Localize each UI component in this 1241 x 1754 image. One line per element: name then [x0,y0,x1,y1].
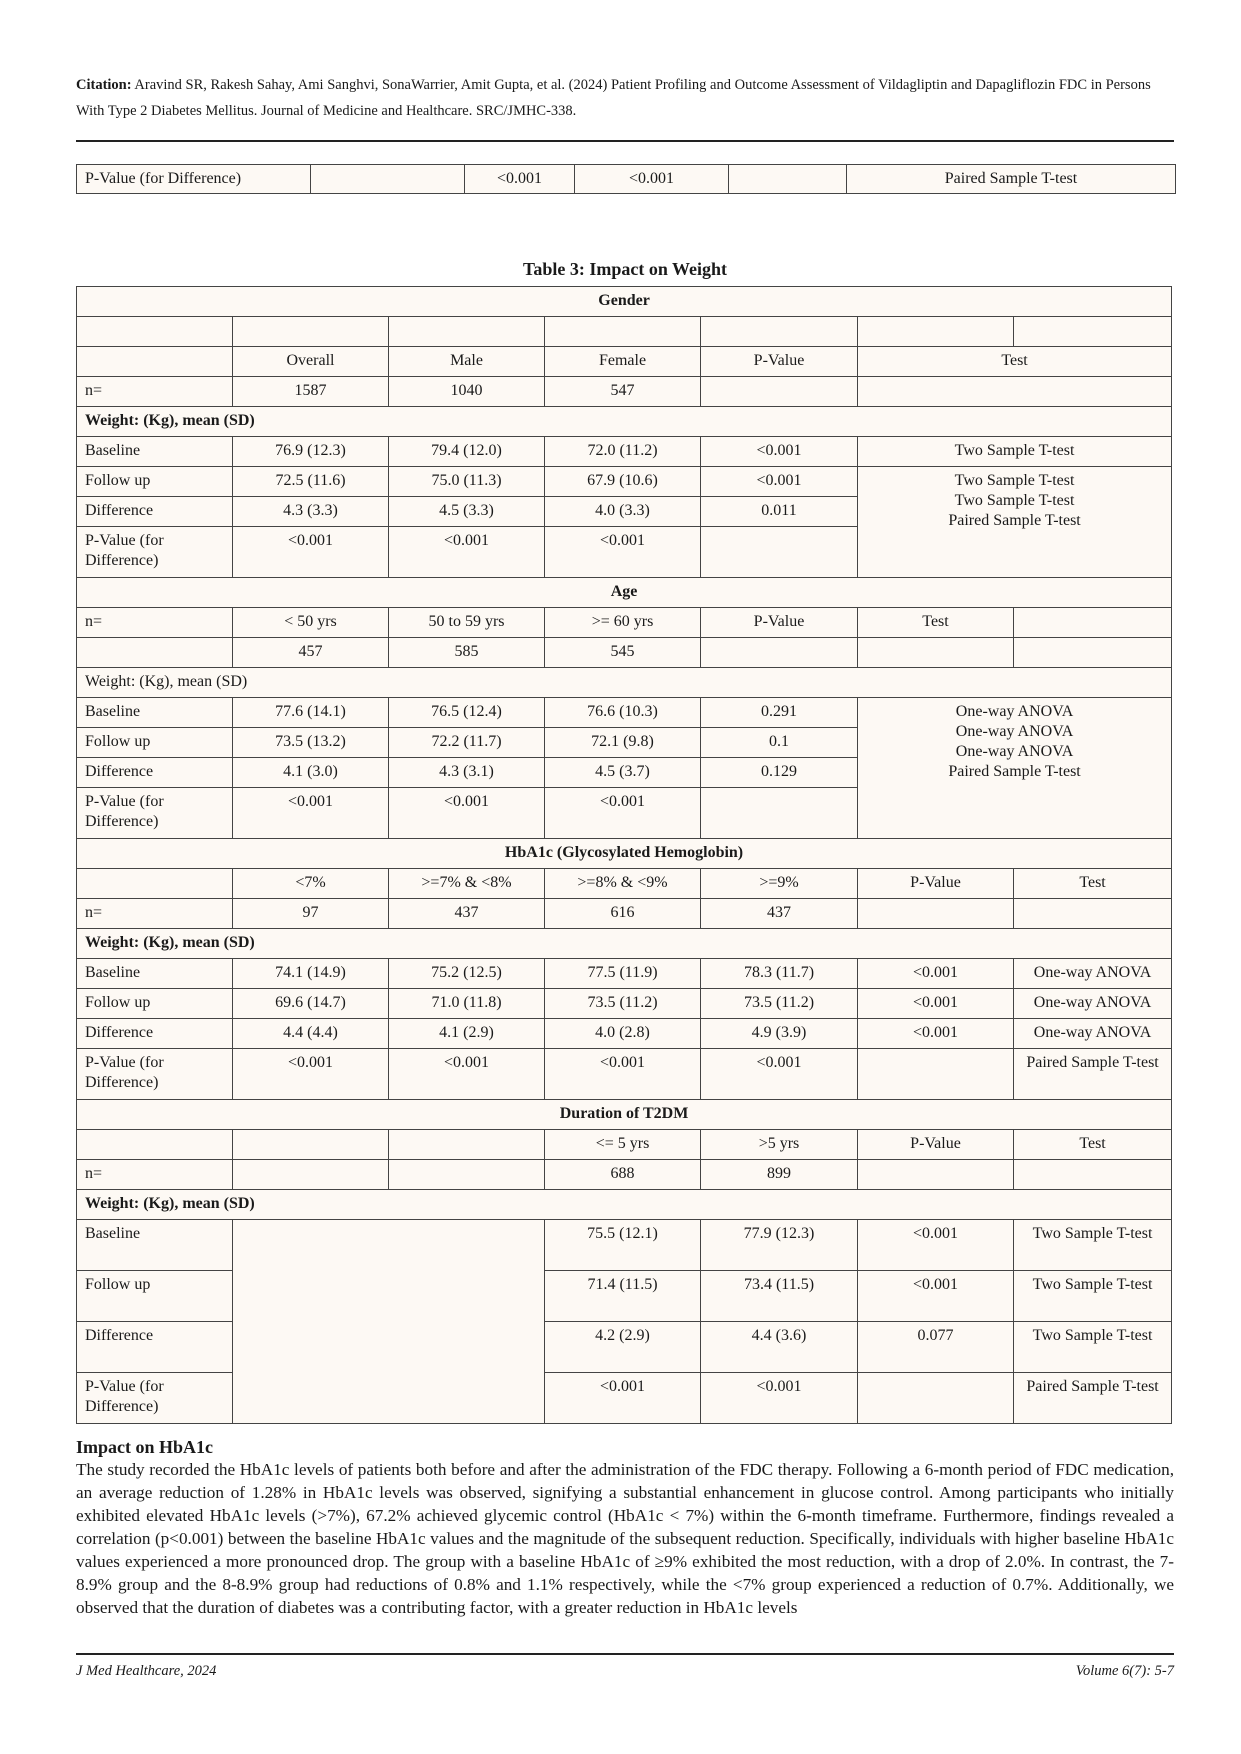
cell [858,377,1172,407]
cell [389,1130,545,1160]
column-header: P-Value [858,869,1014,899]
cell [77,317,233,347]
cell: 73.5 (11.2) [545,989,701,1019]
cell: 4.4 (4.4) [233,1019,389,1049]
column-header: 50 to 59 yrs [389,608,545,638]
subheading-row [77,407,1172,437]
cell: 77.9 (12.3) [701,1220,858,1271]
cell: One-way ANOVA [1014,989,1172,1019]
cell: 585 [389,638,545,668]
cell: 1587 [233,377,389,407]
cell [77,869,233,899]
cell: 73.4 (11.5) [701,1271,858,1322]
citation [76,72,1176,124]
column-header: P-Value [701,347,858,377]
column-header: < 50 yrs [233,608,389,638]
column-header: Male [389,347,545,377]
cell [701,788,858,839]
cell: 4.2 (2.9) [545,1322,701,1373]
n-row [77,1160,1172,1190]
table-row [77,1049,1172,1100]
cell: <0.001 [389,1049,545,1100]
header-row [77,1130,1172,1160]
column-header: >= 60 yrs [545,608,701,638]
cell: 77.5 (11.9) [545,959,701,989]
cell: Paired Sample T-test [1014,1373,1172,1424]
row-label: Difference [77,1322,233,1373]
section-heading: Impact on HbA1c [76,1437,214,1457]
section-heading-duration: Duration of T2DM [77,1100,1172,1130]
merged-test-cell [858,698,1172,839]
cell: <0.001 [389,788,545,839]
cell [858,317,1014,347]
cell: <0.001 [701,467,858,497]
n-row [77,377,1172,407]
cell: <0.001 [545,527,701,578]
cell [858,1049,1014,1100]
column-header: Female [545,347,701,377]
row-label: Follow up [77,467,233,497]
table-row [77,1019,1172,1049]
row-label: Difference [77,758,233,788]
cell: 73.5 (11.2) [701,989,858,1019]
header-rule [76,140,1174,142]
row-label: P-Value (for Difference) [77,1049,233,1100]
table-row [77,989,1172,1019]
header-row [77,608,1172,638]
cell: 78.3 (11.7) [701,959,858,989]
cell: Two Sample T-test [1014,1220,1172,1271]
cell: One-way ANOVA [1014,1019,1172,1049]
cell: 4.0 (3.3) [545,497,701,527]
cell [77,347,233,377]
cell [233,1160,389,1190]
subheading-row [77,668,1172,698]
cell: <0.001 [701,437,858,467]
subheading-row [77,1190,1172,1220]
cell: <0.001 [233,788,389,839]
cell: <0.001 [858,1220,1014,1271]
section-heading-row [77,287,1172,317]
row-label: Baseline [77,959,233,989]
cell [1014,899,1172,929]
row-label: Baseline [77,698,233,728]
table-row [77,1220,1172,1271]
cell: <0.001 [465,165,575,194]
column-header: Test [1014,1130,1172,1160]
cell: 71.4 (11.5) [545,1271,701,1322]
body-paragraph: The study recorded the HbA1c levels of patients both before and after the administration of the FDC therapy. Following a 6-month period of FDC medication, an average reduction of 1.28% in HbA1c levels was observed, signifying a substantial enhancement in glucose control. Among participants who initially exhibited elevated HbA1c levels (>7%), 67.2% achieved glycemic control (HbA1c < 7%) within the 6-month timeframe. Furthermore, findings revealed a correlation (p<0.001) between the baseline HbA1c values and the magnitude of the subsequent reduction. Specifically, individuals with higher baseline HbA1c values experienced a more pronounced drop. The group with a baseline HbA1c of ≥9% exhibited the most reduction, with a drop of 2.0%. In contrast, the 7-8.9% group and the 8-8.9% group had reductions of 0.8% and 1.1% respectively, while the <7% group experienced a reduction of 0.7%. Additionally, we observed that the duration of diabetes was a contributing factor, with a greater reduction in HbA1c levels [76,1460,1174,1617]
cell: 4.5 (3.3) [389,497,545,527]
column-header: >5 yrs [701,1130,858,1160]
cell [858,1160,1014,1190]
footer-rule [76,1653,1174,1655]
cell: 72.5 (11.6) [233,467,389,497]
cell: 69.6 (14.7) [233,989,389,1019]
cell: 545 [545,638,701,668]
column-header: >=9% [701,869,858,899]
cell: 72.1 (9.8) [545,728,701,758]
cell: 71.0 (11.8) [389,989,545,1019]
row-label: Difference [77,497,233,527]
empty-merged-cell [233,1220,545,1424]
column-header: P-Value [858,1130,1014,1160]
column-header: Overall [233,347,389,377]
section-heading-hba1c: HbA1c (Glycosylated Hemoglobin) [77,839,1172,869]
table-row [77,437,1172,467]
cell: <0.001 [575,165,729,194]
subheading-row [77,929,1172,959]
cell: 0.1 [701,728,858,758]
subheading: Weight: (Kg), mean (SD) [77,929,1172,959]
cell: 437 [389,899,545,929]
section-heading-age: Age [77,578,1172,608]
column-header: Test [858,347,1172,377]
cell: 4.5 (3.7) [545,758,701,788]
cell: 457 [233,638,389,668]
cell: Two Sample T-test [1014,1271,1172,1322]
cell [858,899,1014,929]
cell: n= [77,1160,233,1190]
test-line: Paired Sample T-test [948,763,1081,780]
table-row [77,959,1172,989]
cell: 4.4 (3.6) [701,1322,858,1373]
row-label: Baseline [77,1220,233,1271]
cell: <0.001 [858,959,1014,989]
column-header: >=7% & <8% [389,869,545,899]
cell: <0.001 [858,989,1014,1019]
row-label: Follow up [77,989,233,1019]
previous-table-continuation [76,164,1176,194]
row-label: Baseline [77,437,233,467]
cell: P-Value (for Difference) [77,165,311,194]
test-line: One-way ANOVA [955,723,1074,740]
cell [858,1373,1014,1424]
cell: n= [77,899,233,929]
cell [1014,317,1172,347]
cell: <0.001 [233,1049,389,1100]
cell: 97 [233,899,389,929]
weight-impact-table [76,286,1172,1424]
cell: 75.5 (12.1) [545,1220,701,1271]
footer-journal: J Med Healthcare, 2024 [76,1663,217,1679]
row-label: P-Value (for Difference) [77,527,233,578]
cell: 4.1 (2.9) [389,1019,545,1049]
cell [1014,638,1172,668]
column-header: P-Value [701,608,858,638]
cell [1014,1160,1172,1190]
row-label: Follow up [77,1271,233,1322]
subheading: Weight: (Kg), mean (SD) [77,407,1172,437]
cell: 688 [545,1160,701,1190]
cell [233,317,389,347]
row-label: Difference [77,1019,233,1049]
test-line: Two Sample T-test [954,472,1075,489]
cell: 4.3 (3.1) [389,758,545,788]
cell: 72.2 (11.7) [389,728,545,758]
cell: Paired Sample T-test [1014,1049,1172,1100]
cell: 0.291 [701,698,858,728]
cell: 76.6 (10.3) [545,698,701,728]
merged-test-cell [858,467,1172,578]
cell: 79.4 (12.0) [389,437,545,467]
cell: 0.077 [858,1322,1014,1373]
cell: <0.001 [233,527,389,578]
table-row [77,467,1172,497]
cell: 72.0 (11.2) [545,437,701,467]
test-line: One-way ANOVA [955,703,1074,720]
cell: 547 [545,377,701,407]
cell: 75.2 (12.5) [389,959,545,989]
cell [701,638,858,668]
header-row [77,347,1172,377]
n-row [77,899,1172,929]
column-header: Test [1014,869,1172,899]
cell: <0.001 [545,1049,701,1100]
cell [545,317,701,347]
footer-volume: Volume 6(7): 5-7 [1075,1663,1174,1679]
cell [77,638,233,668]
cell [729,165,847,194]
cell: <0.001 [701,1049,858,1100]
cell: 67.9 (10.6) [545,467,701,497]
cell: <0.001 [858,1271,1014,1322]
section-heading-row [77,1100,1172,1130]
cell: n= [77,608,233,638]
cell: 76.9 (12.3) [233,437,389,467]
cell [701,317,858,347]
cell: 0.011 [701,497,858,527]
cell: 4.3 (3.3) [233,497,389,527]
cell [701,527,858,578]
row-label: P-Value (for Difference) [77,1373,233,1424]
cell: n= [77,377,233,407]
section-heading-gender: Gender [77,287,1172,317]
cell [389,317,545,347]
test-line: One-way ANOVA [955,743,1074,760]
citation-label: Citation: [76,77,132,93]
cell: 77.6 (14.1) [233,698,389,728]
citation-text: Aravind SR, Rakesh Sahay, Ami Sanghvi, SonaWarrier, Amit Gupta, et al. (2024) Patient Profiling and Outcome Assessment of Vildagliptin and Dapagliflozin FDC in Persons With Type 2 Diabetes Mellitus. Journal of Medicine and Healthcare. SRC/JMHC-338. [76,77,1151,119]
cell: 4.1 (3.0) [233,758,389,788]
cell: Two Sample T-test [858,437,1172,467]
cell [77,1130,233,1160]
column-header: Test [858,608,1014,638]
cell: <0.001 [858,1019,1014,1049]
subheading: Weight: (Kg), mean (SD) [77,668,1172,698]
cell: 616 [545,899,701,929]
n-row [77,638,1172,668]
cell: 4.0 (2.8) [545,1019,701,1049]
cell: <0.001 [701,1373,858,1424]
cell: One-way ANOVA [1014,959,1172,989]
test-line: Paired Sample T-test [948,512,1081,529]
cell: 74.1 (14.9) [233,959,389,989]
cell: <0.001 [389,527,545,578]
table-title: Table 3: Impact on Weight [522,259,728,279]
row-label: Follow up [77,728,233,758]
row-label: P-Value (for Difference) [77,788,233,839]
cell [389,1160,545,1190]
header-row [77,869,1172,899]
empty-row [77,317,1172,347]
cell: 0.129 [701,758,858,788]
cell [858,638,1014,668]
column-header: <= 5 yrs [545,1130,701,1160]
table-row [77,165,1176,194]
test-line: Two Sample T-test [954,492,1075,509]
cell: Two Sample T-test [1014,1322,1172,1373]
cell: 899 [701,1160,858,1190]
cell [701,377,858,407]
cell: 76.5 (12.4) [389,698,545,728]
cell: 4.9 (3.9) [701,1019,858,1049]
column-header: <7% [233,869,389,899]
column-header: >=8% & <9% [545,869,701,899]
cell: 75.0 (11.3) [389,467,545,497]
cell: <0.001 [545,1373,701,1424]
cell: 437 [701,899,858,929]
section-heading-row [77,578,1172,608]
section-heading-row [77,839,1172,869]
subheading: Weight: (Kg), mean (SD) [77,1190,1172,1220]
cell: 73.5 (13.2) [233,728,389,758]
cell [311,165,465,194]
table-row [77,698,1172,728]
cell [1014,608,1172,638]
cell: Paired Sample T-test [847,165,1176,194]
cell [233,1130,389,1160]
cell: 1040 [389,377,545,407]
cell: <0.001 [545,788,701,839]
